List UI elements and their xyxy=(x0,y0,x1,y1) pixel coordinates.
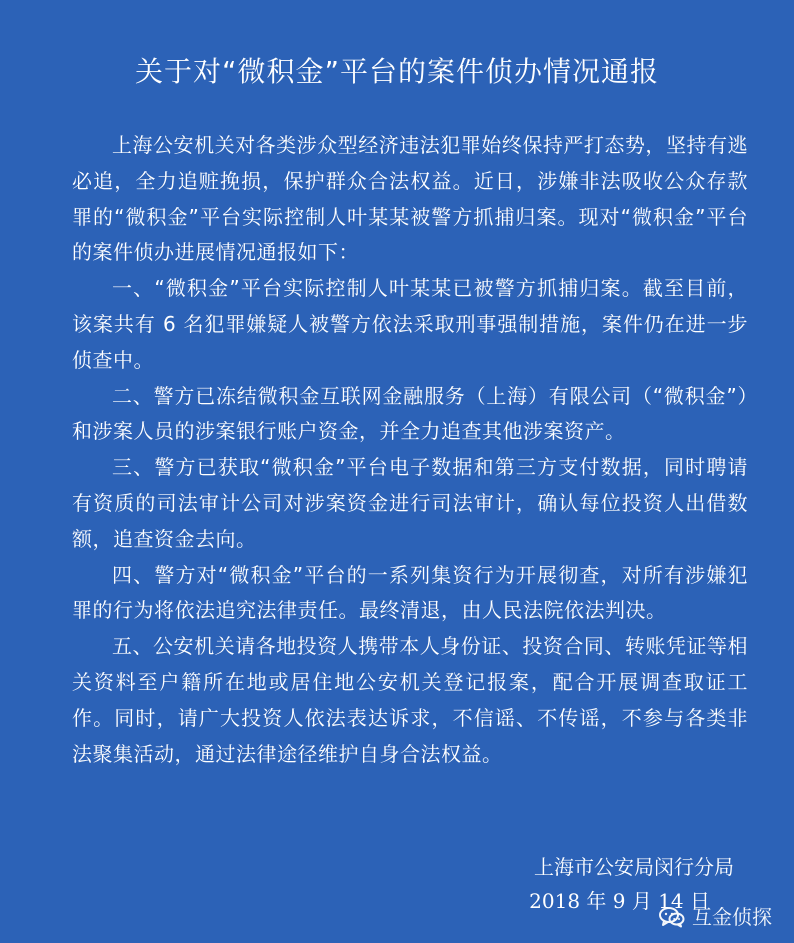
paragraph-2: 二、警方已冻结微积金互联网金融服务（上海）有限公司（“微积金”）和涉案人员的涉案银行账户资金，并全力追查其他涉案资产。 xyxy=(72,383,748,444)
paragraph-intro: 上海公安机关对各类涉众型经济违法犯罪始终保持严打态势，坚持有逃必追，全力追赃挽损，保护群众合法权益。近日，涉嫌非法吸收公众存款罪的“微积金”平台实际控制人叶某某被警方抓捕归案。现对“微积金”平台的案件侦办进展情况通报如下： xyxy=(72,133,748,265)
paragraph-4: 四、警方对“微积金”平台的一系列集资行为开展彻查，对所有涉嫌犯罪的行为将依法追究法律责任。最终清退，由人民法院依法判决。 xyxy=(72,562,748,623)
paragraph-3: 三、警方已获取“微积金”平台电子数据和第三方支付数据，同时聘请有资质的司法审计公司对涉案资金进行司法审计，确认每位投资人出借数额，追查资金去向。 xyxy=(72,455,748,551)
paragraph-1: 一、“微积金”平台实际控制人叶某某已被警方抓捕归案。截至目前，该案共有 6 名犯罪嫌疑人被警方依法采取刑事强制措施，案件仍在进一步侦查中。 xyxy=(72,276,748,372)
document-title: 关于对“微积金”平台的案件侦办情况通报 xyxy=(134,55,659,88)
issuer-name: 上海市公安局闵行分局 xyxy=(534,855,734,879)
watermark-label: 互金侦探 xyxy=(692,905,772,929)
issue-date: 2018 年 9 月 14 日 xyxy=(529,889,710,913)
watermark xyxy=(658,905,772,929)
wechat-icon xyxy=(658,905,686,929)
notice-body xyxy=(72,128,748,772)
paragraph-5: 五、公安机关请各地投资人携带本人身份证、投资合同、转账凭证等相关资料至户籍所在地或居住地公安机关登记报案，配合开展调查取证工作。同时，请广大投资人依法表达诉求，不信谣、不传谣，不参与各类非法聚集活动，通过法律途径维护自身合法权益。 xyxy=(72,634,748,766)
